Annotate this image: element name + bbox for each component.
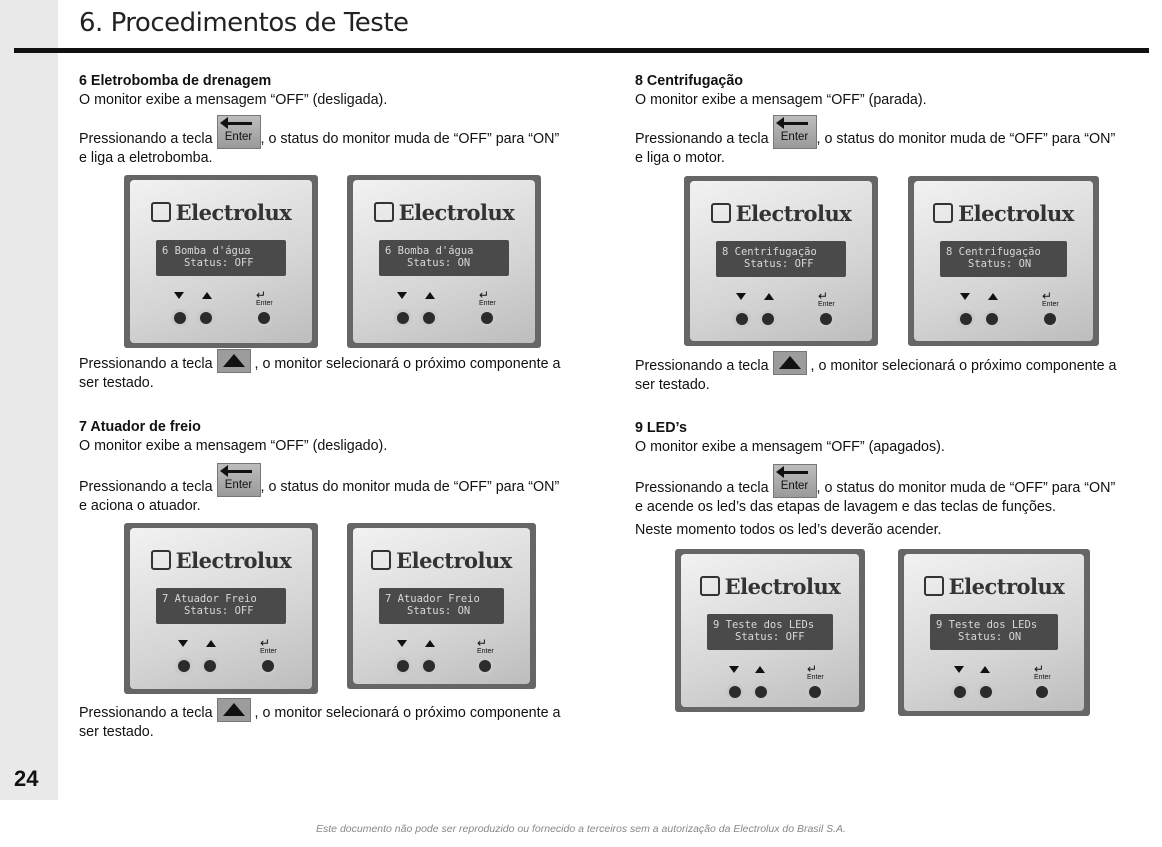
up-arrow-key-icon xyxy=(217,349,251,373)
enter-instruction-cont: e liga o motor. xyxy=(635,150,725,166)
monitor-photo-off: Electrolux 7 Atuador Freio Status: OFF ↵ Enter xyxy=(124,523,318,694)
lcd-display: 8 Centrifugação Status: OFF xyxy=(716,241,846,277)
page-number: 24 xyxy=(14,766,39,791)
lcd-display: 6 Bomba d'água Status: ON xyxy=(379,240,509,276)
section-8 xyxy=(635,72,1151,168)
section-intro: O monitor exibe a mensagem “OFF” (desligado). xyxy=(79,438,388,454)
enter-instruction-cont: e liga a eletrobomba. xyxy=(79,150,213,166)
enter-instruction: Pressionando a tecla Enter , o status do monitor muda de “OFF” para “ON” xyxy=(79,129,595,149)
next-instruction: Pressionando a tecla , o monitor selecionará o próximo componente a ser testado. xyxy=(635,357,1151,395)
monitor-photo-on: Electrolux 8 Centrifugação Status: ON ↵ Enter xyxy=(908,176,1099,346)
left-gutter xyxy=(0,0,58,800)
header-rule xyxy=(14,48,1149,53)
brand-logo: Electrolux xyxy=(690,201,872,226)
lcd-display: 7 Atuador Freio Status: ON xyxy=(379,588,504,624)
lcd-display: 9 Teste dos LEDs Status: ON xyxy=(930,614,1058,650)
lcd-display: 9 Teste dos LEDs Status: OFF xyxy=(707,614,833,650)
lcd-display: 8 Centrifugação Status: ON xyxy=(940,241,1067,277)
monitor-photo-on: Electrolux 9 Teste dos LEDs Status: ON ↵ Enter xyxy=(898,549,1090,716)
brand-logo: Electrolux xyxy=(353,200,535,225)
enter-instruction: Pressionando a tecla Enter , o status do monitor muda de “OFF” para “ON” xyxy=(635,129,1151,149)
brand-logo: Electrolux xyxy=(130,548,312,573)
up-arrow-key-icon xyxy=(773,351,807,375)
enter-instruction: Pressionando a tecla Enter , o status do monitor muda de “OFF” para “ON” xyxy=(79,477,595,497)
enter-key-icon: Enter xyxy=(217,463,261,497)
next-instruction: Pressionando a tecla , o monitor selecionará o próximo componente a ser testado. xyxy=(79,355,595,393)
monitor-photo-on: Electrolux 7 Atuador Freio Status: ON ↵ Enter xyxy=(347,523,536,689)
section-title: 8 Centrifugação xyxy=(635,73,744,89)
enter-key-icon: Enter xyxy=(773,464,817,498)
section-intro: O monitor exibe a mensagem “OFF” (desligada). xyxy=(79,92,388,108)
section-intro: O monitor exibe a mensagem “OFF” (apagados). xyxy=(635,439,945,455)
monitor-photo-off: Electrolux 6 Bomba d'água Status: OFF ↵ Enter xyxy=(124,175,318,348)
extra-note: Neste momento todos os led’s deverão acender. xyxy=(635,522,942,538)
brand-logo: Electrolux xyxy=(681,574,859,599)
up-arrow-key-icon xyxy=(217,698,251,722)
section-6 xyxy=(79,72,595,168)
brand-logo: Electrolux xyxy=(353,548,530,573)
enter-instruction-cont: e aciona o atuador. xyxy=(79,498,201,514)
enter-instruction-cont: e acende os led’s das etapas de lavagem e das teclas de funções. xyxy=(635,499,1056,515)
enter-key-icon: Enter xyxy=(773,115,817,149)
enter-instruction: Pressionando a tecla Enter , o status do monitor muda de “OFF” para “ON” xyxy=(635,478,1151,498)
brand-logo: Electrolux xyxy=(914,201,1093,226)
lcd-display: 6 Bomba d'água Status: OFF xyxy=(156,240,286,276)
enter-key-icon: Enter xyxy=(217,115,261,149)
section-title: 9 LED’s xyxy=(635,420,687,436)
monitor-photo-off: Electrolux 8 Centrifugação Status: OFF ↵ Enter xyxy=(684,176,878,346)
section-intro: O monitor exibe a mensagem “OFF” (parada). xyxy=(635,92,927,108)
section-title: 6 Eletrobomba de drenagem xyxy=(79,73,272,89)
lcd-display: 7 Atuador Freio Status: OFF xyxy=(156,588,286,624)
brand-logo: Electrolux xyxy=(904,574,1084,599)
monitor-photo-on: Electrolux 6 Bomba d'água Status: ON ↵ Enter xyxy=(347,175,541,348)
section-7 xyxy=(79,418,595,516)
section-title: 7 Atuador de freio xyxy=(79,419,201,435)
section-9 xyxy=(635,419,1151,540)
footer-disclaimer: Este documento não pode ser reproduzido ou fornecido a terceiros sem a autorização da Electrolux do Brasil S.A. xyxy=(316,823,846,835)
brand-logo: Electrolux xyxy=(130,200,312,225)
next-instruction: Pressionando a tecla , o monitor selecionará o próximo componente a ser testado. xyxy=(79,704,595,742)
page-title: 6. Procedimentos de Teste xyxy=(79,8,409,38)
monitor-photo-off: Electrolux 9 Teste dos LEDs Status: OFF ↵ Enter xyxy=(675,549,865,712)
